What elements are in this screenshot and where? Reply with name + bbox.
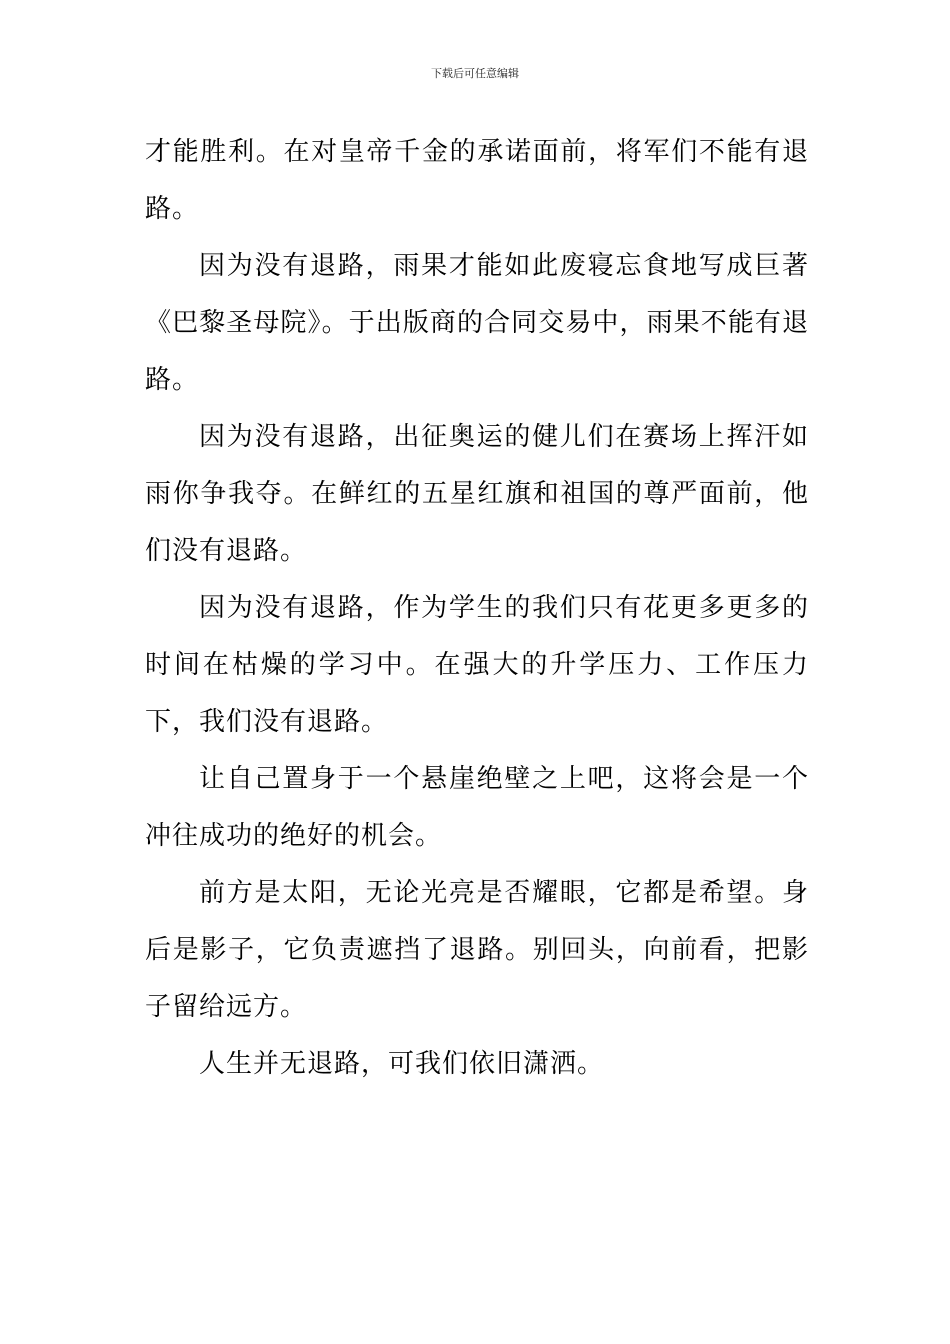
paragraph: 前方是太阳，无论光亮是否耀眼，它都是希望。身后是影子，它负责遮挡了退路。别回头，向前看，把影子留给远方。 xyxy=(145,878,809,1022)
paragraph: 因为没有退路，出征奥运的健儿们在赛场上挥汗如雨你争我夺。在鲜红的五星红旗和祖国的尊严面前，他们没有退路。 xyxy=(145,422,809,566)
document-body xyxy=(145,124,809,1093)
page-header: 下载后可任意编辑 xyxy=(431,67,519,80)
paragraph: 因为没有退路，雨果才能如此废寝忘食地写成巨著《巴黎圣母院》。于出版商的合同交易中，雨果不能有退路。 xyxy=(145,251,809,395)
paragraph: 因为没有退路，作为学生的我们只有花更多更多的时间在枯燥的学习中。在强大的升学压力、工作压力下，我们没有退路。 xyxy=(145,593,809,737)
paragraph-continuation: 才能胜利。在对皇帝千金的承诺面前，将军们不能有退路。 xyxy=(145,137,809,224)
paragraph-final: 人生并无退路，可我们依旧潇洒。 xyxy=(199,1049,605,1079)
paragraph: 让自己置身于一个悬崖绝壁之上吧，这将会是一个冲往成功的绝好的机会。 xyxy=(145,764,809,851)
